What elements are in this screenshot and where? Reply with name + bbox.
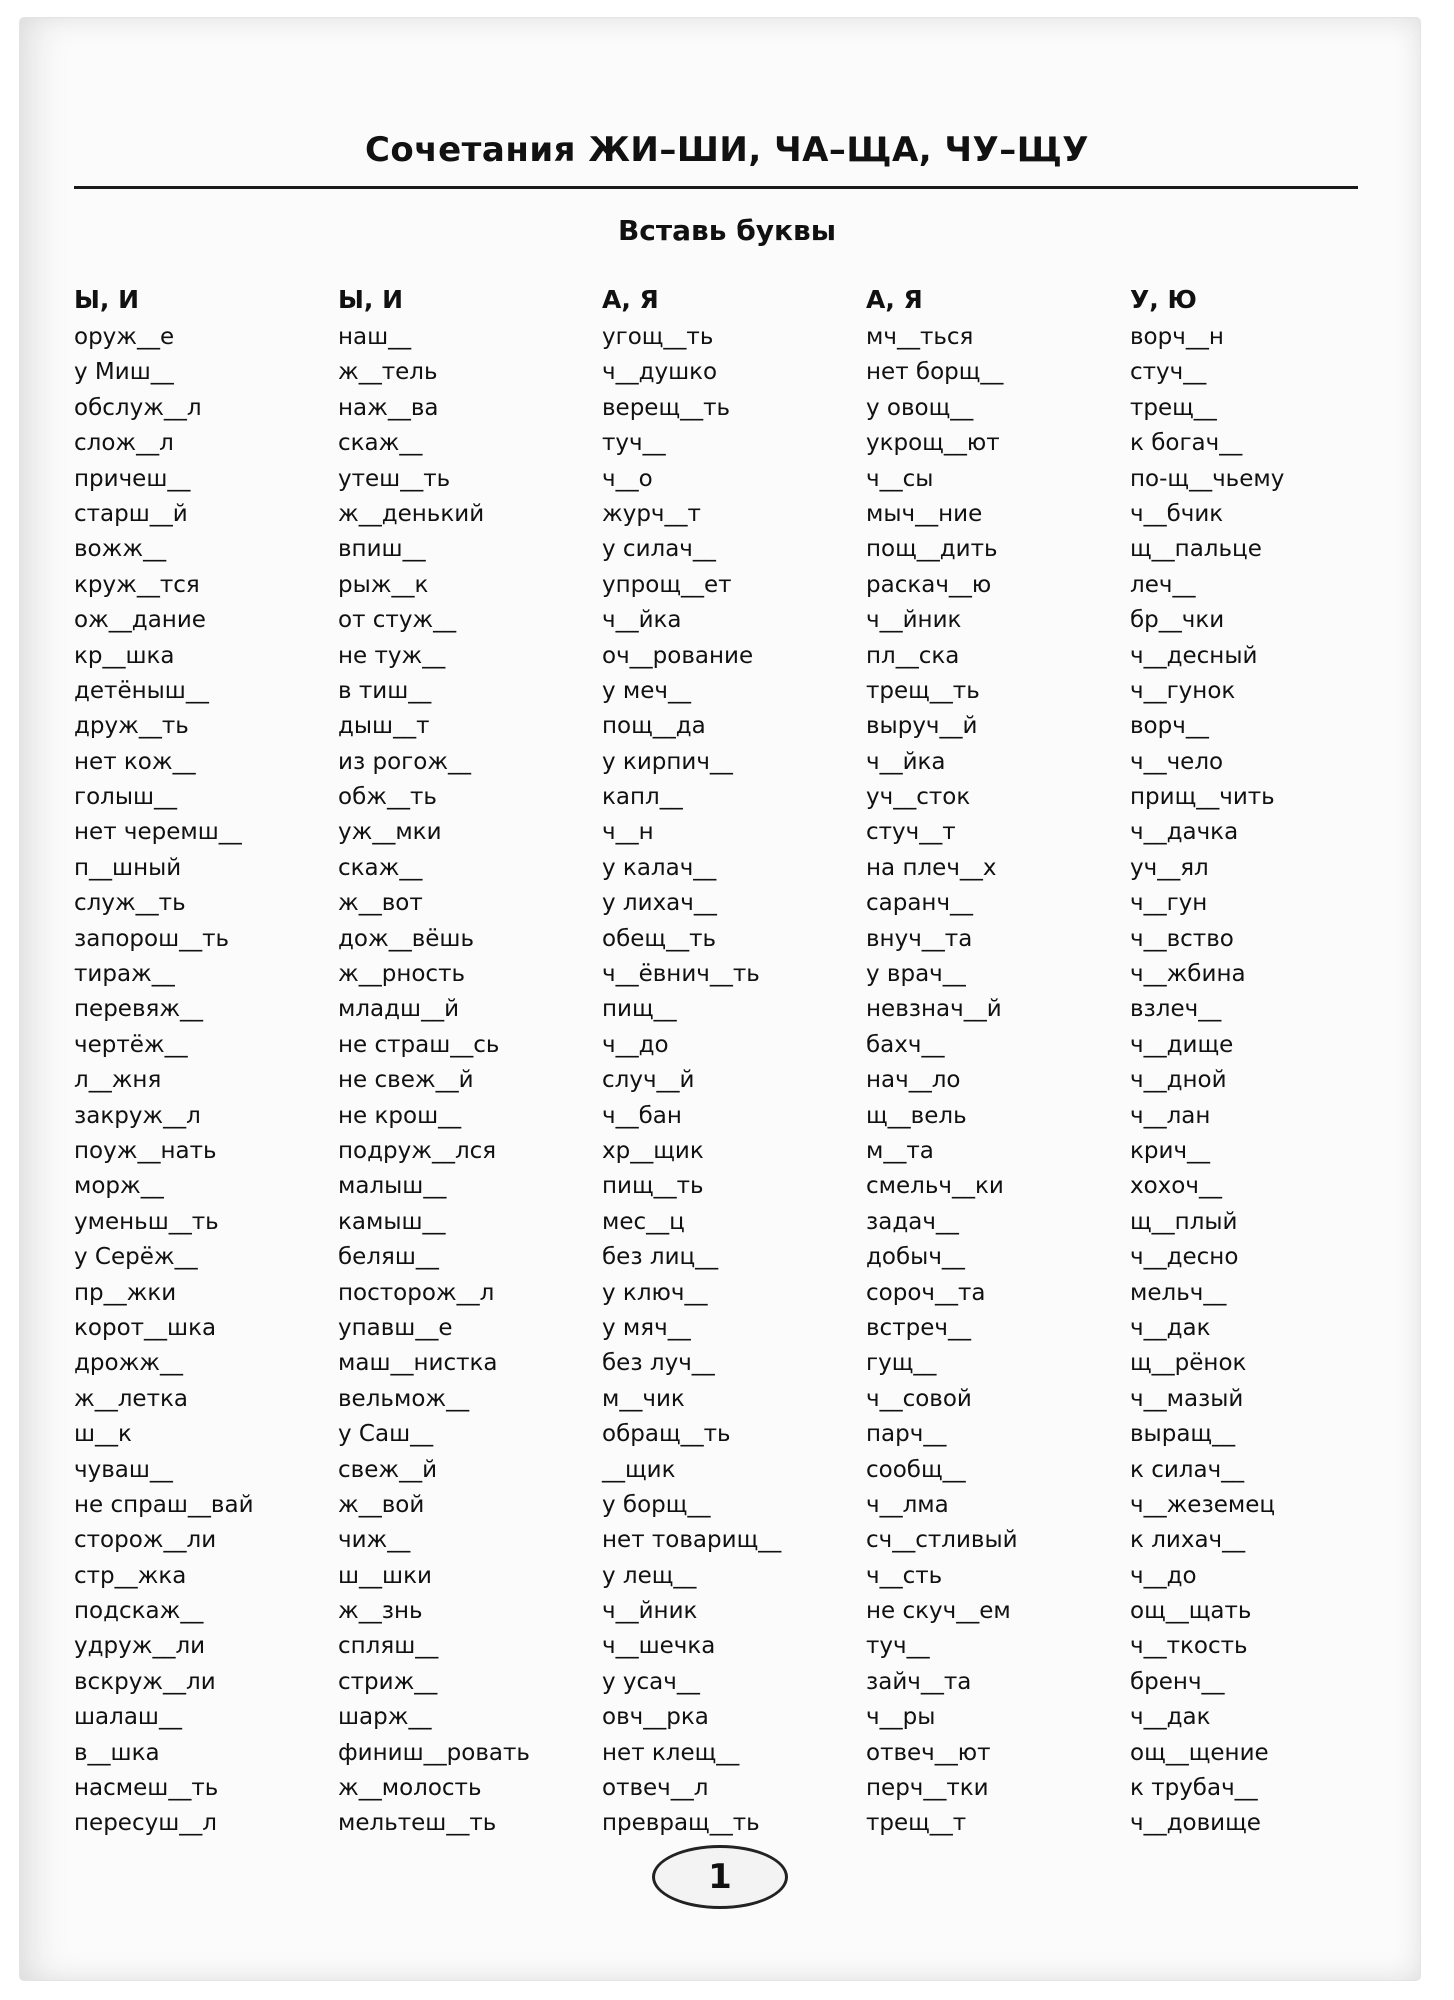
- word-item: не спраш__вай: [74, 1491, 254, 1518]
- word-item: впиш__: [338, 536, 426, 563]
- word-item: мыч__ние: [866, 500, 983, 527]
- word-item: не скуч__ем: [866, 1598, 1011, 1625]
- word-item: ч__мазый: [1130, 1385, 1244, 1412]
- word-item: выруч__й: [866, 713, 978, 740]
- word-item: ощ__щать: [1130, 1598, 1252, 1625]
- word-item: ч__сть: [866, 1562, 943, 1589]
- word-item: поуж__нать: [74, 1137, 217, 1164]
- word-item: служ__ть: [74, 890, 186, 917]
- word-item: внуч__та: [866, 925, 973, 952]
- word-item: тираж__: [74, 961, 175, 988]
- word-item: ч__дной: [1130, 1067, 1227, 1094]
- word-item: ж__денький: [338, 500, 485, 527]
- word-item: нет кож__: [74, 748, 196, 775]
- word-item: ч__бчик: [1130, 500, 1224, 527]
- word-item: к силач__: [1130, 1456, 1245, 1483]
- word-item: пищ__ть: [602, 1173, 704, 1200]
- column-heading: А, Я: [602, 285, 659, 314]
- word-item: ч__до: [602, 1031, 669, 1058]
- word-item: ч__вство: [1130, 925, 1234, 952]
- word-item: не страш__сь: [338, 1031, 500, 1058]
- word-item: трещ__: [1130, 394, 1217, 421]
- word-item: м__та: [866, 1137, 934, 1164]
- word-item: __щик: [602, 1456, 676, 1483]
- word-item: нет борщ__: [866, 359, 1004, 386]
- word-item: ж__рность: [338, 961, 466, 988]
- word-item: скаж__: [338, 854, 423, 881]
- word-item: туч__: [602, 430, 666, 457]
- word-item: чертёж__: [74, 1031, 188, 1058]
- word-item: не свеж__й: [338, 1067, 474, 1094]
- word-item: у силач__: [602, 536, 716, 563]
- word-item: невзнач__й: [866, 996, 1002, 1023]
- word-item: камыш__: [338, 1208, 446, 1235]
- column-heading: А, Я: [866, 285, 923, 314]
- word-item: мч__ться: [866, 324, 974, 350]
- word-item: ч__сы: [866, 465, 934, 492]
- word-item: нет черемш__: [74, 819, 242, 846]
- word-item: ч__ткость: [1130, 1633, 1248, 1660]
- word-item: овч__рка: [602, 1704, 709, 1731]
- word-item: нет клещ__: [602, 1739, 740, 1766]
- word-item: у Саш__: [338, 1421, 434, 1448]
- word-item: пощ__да: [602, 713, 706, 740]
- word-item: чуваш__: [74, 1456, 173, 1483]
- word-item: ч__довище: [1130, 1810, 1261, 1837]
- word-item: сообщ__: [866, 1456, 966, 1483]
- word-item: п__шный: [74, 854, 182, 881]
- word-item: у лещ__: [602, 1562, 697, 1589]
- word-item: утеш__ть: [338, 465, 451, 492]
- word-item: запорош__ть: [74, 925, 230, 952]
- word-item: у лихач__: [602, 890, 717, 917]
- word-list: [866, 320, 1116, 1842]
- word-column-2: [338, 280, 588, 1842]
- word-item: посторож__л: [338, 1279, 495, 1306]
- word-item: щ__рёнок: [1130, 1350, 1247, 1377]
- word-item: бр__чки: [1130, 607, 1225, 634]
- word-item: кр__шка: [74, 642, 175, 669]
- word-item: хр__щик: [602, 1137, 704, 1164]
- word-item: сч__стливый: [866, 1527, 1018, 1554]
- word-item: нет товарищ__: [602, 1527, 782, 1554]
- word-column-3: [602, 280, 852, 1842]
- word-item: ч__дище: [1130, 1031, 1234, 1058]
- word-item: саранч__: [866, 890, 974, 917]
- word-item: закруж__л: [74, 1102, 201, 1129]
- word-item: угощ__ть: [602, 324, 714, 350]
- word-item: взлеч__: [1130, 996, 1222, 1023]
- word-item: у врач__: [866, 961, 966, 988]
- word-item: бренч__: [1130, 1668, 1225, 1695]
- word-item: туч__: [866, 1633, 930, 1660]
- word-item: хохоч__: [1130, 1173, 1222, 1200]
- word-item: пр__жки: [74, 1279, 177, 1306]
- word-item: м__чик: [602, 1385, 685, 1412]
- word-item: зайч__та: [866, 1668, 972, 1695]
- word-item: леч__: [1130, 571, 1196, 598]
- word-item: ж__знь: [338, 1598, 423, 1625]
- word-item: трещ__т: [866, 1810, 967, 1837]
- column-heading: У, Ю: [1130, 285, 1197, 314]
- word-item: свеж__й: [338, 1456, 438, 1483]
- word-item: на плеч__х: [866, 854, 997, 881]
- word-item: сторож__ли: [74, 1527, 217, 1554]
- word-item: финиш__ровать: [338, 1739, 530, 1766]
- word-item: ощ__щение: [1130, 1739, 1269, 1766]
- word-columns: [74, 280, 1374, 1850]
- column-heading: Ы, И: [338, 285, 404, 314]
- word-item: чиж__: [338, 1527, 411, 1554]
- word-item: ч__н: [602, 819, 654, 846]
- word-item: крич__: [1130, 1137, 1211, 1164]
- word-item: ж__вот: [338, 890, 423, 917]
- word-item: ж__летка: [74, 1385, 188, 1412]
- word-item: добыч__: [866, 1244, 965, 1271]
- page-number-badge: 1: [652, 1845, 788, 1909]
- word-item: щ__вель: [866, 1102, 967, 1129]
- word-item: мельч__: [1130, 1279, 1227, 1306]
- word-item: слож__л: [74, 430, 174, 457]
- word-item: старш__й: [74, 500, 188, 527]
- word-item: у Серёж__: [74, 1244, 198, 1271]
- word-item: ч__шечка: [602, 1633, 716, 1660]
- word-item: ч__ры: [866, 1704, 936, 1731]
- word-item: ч__дачка: [1130, 819, 1239, 846]
- word-item: ш__шки: [338, 1562, 432, 1589]
- page-title: Сочетания ЖИ–ШИ, ЧА–ЩА, ЧУ–ЩУ: [364, 130, 1090, 170]
- word-item: упавш__е: [338, 1314, 453, 1341]
- word-item: ч__бан: [602, 1102, 682, 1129]
- word-item: бахч__: [866, 1031, 945, 1058]
- word-item: стуч__т: [866, 819, 956, 846]
- word-item: ч__гун: [1130, 890, 1208, 917]
- exercise-instruction: Вставь буквы: [617, 214, 837, 247]
- word-item: шарж__: [338, 1704, 432, 1731]
- word-item: ч__йник: [866, 607, 962, 634]
- word-item: у меч__: [602, 677, 692, 704]
- word-item: ворч__: [1130, 713, 1209, 740]
- word-item: сороч__та: [866, 1279, 986, 1306]
- word-item: ч__ёвнич__ть: [602, 961, 760, 988]
- word-item: вельмож__: [338, 1385, 470, 1412]
- word-item: ч__гунок: [1130, 677, 1236, 704]
- word-item: ч__жеземец: [1130, 1491, 1275, 1518]
- word-item: ч__дак: [1130, 1314, 1211, 1341]
- word-item: пощ__дить: [866, 536, 998, 563]
- word-item: к лихач__: [1130, 1527, 1246, 1554]
- column-heading: Ы, И: [74, 285, 140, 314]
- word-item: младш__й: [338, 996, 460, 1023]
- word-item: без лиц__: [602, 1244, 719, 1271]
- word-column-5: [1130, 280, 1380, 1842]
- word-item: ч__дак: [1130, 1704, 1211, 1731]
- word-item: не крош__: [338, 1102, 462, 1129]
- word-item: верещ__ть: [602, 394, 731, 421]
- word-item: подскаж__: [74, 1598, 204, 1625]
- word-item: рыж__к: [338, 571, 429, 598]
- word-column-4: [866, 280, 1116, 1842]
- word-item: перевяж__: [74, 996, 204, 1023]
- word-item: у овощ__: [866, 394, 974, 421]
- word-item: щ__пальце: [1130, 536, 1262, 563]
- word-item: причеш__: [74, 465, 191, 492]
- word-item: уч__сток: [866, 784, 971, 811]
- word-item: вожж__: [74, 536, 167, 563]
- word-item: ж__вой: [338, 1491, 425, 1518]
- word-item: наж__ва: [338, 394, 439, 421]
- word-item: ж__тель: [338, 359, 438, 386]
- word-item: у калач__: [602, 854, 717, 881]
- word-item: у мяч__: [602, 1314, 691, 1341]
- word-item: маш__нистка: [338, 1350, 498, 1377]
- word-item: малыш__: [338, 1173, 447, 1200]
- word-item: обж__ть: [338, 784, 437, 811]
- word-item: укрощ__ют: [866, 430, 1000, 457]
- word-item: к трубач__: [1130, 1775, 1258, 1802]
- word-item: дыш__т: [338, 713, 430, 740]
- word-item: скаж__: [338, 430, 423, 457]
- word-item: насмеш__ть: [74, 1775, 219, 1802]
- word-item: обращ__ть: [602, 1421, 731, 1448]
- word-item: стриж__: [338, 1668, 438, 1695]
- word-item: ч__йка: [866, 748, 946, 775]
- word-item: капл__: [602, 784, 683, 811]
- word-item: перч__тки: [866, 1775, 989, 1802]
- word-item: стр__жка: [74, 1562, 187, 1589]
- word-item: выращ__: [1130, 1421, 1236, 1448]
- word-item: у усач__: [602, 1668, 700, 1695]
- word-item: отвеч__л: [602, 1775, 709, 1802]
- word-item: обслуж__л: [74, 394, 202, 421]
- word-list: [602, 320, 852, 1842]
- word-item: от стуж__: [338, 607, 457, 634]
- word-item: щ__плый: [1130, 1208, 1238, 1235]
- word-item: в__шка: [74, 1739, 160, 1766]
- word-item: спляш__: [338, 1633, 439, 1660]
- word-item: мес__ц: [602, 1208, 685, 1235]
- word-item: уж__мки: [338, 819, 442, 846]
- word-list: [1130, 320, 1380, 1842]
- word-item: ч__о: [602, 465, 653, 492]
- word-item: ч__жбина: [1130, 961, 1246, 988]
- word-item: наш__: [338, 324, 412, 350]
- word-item: ч__лан: [1130, 1102, 1211, 1129]
- word-item: ворч__н: [1130, 324, 1224, 350]
- word-item: круж__тся: [74, 571, 200, 598]
- word-item: дрожж__: [74, 1350, 184, 1377]
- word-item: вскруж__ли: [74, 1668, 216, 1695]
- word-item: л__жня: [74, 1067, 162, 1094]
- word-item: стуч__: [1130, 359, 1207, 386]
- word-item: задач__: [866, 1208, 959, 1235]
- word-item: смельч__ки: [866, 1173, 1004, 1200]
- word-item: беляш__: [338, 1244, 439, 1271]
- word-item: шалаш__: [74, 1704, 182, 1731]
- word-item: у Миш__: [74, 359, 174, 386]
- word-item: оруж__е: [74, 324, 175, 350]
- word-item: нач__ло: [866, 1067, 961, 1094]
- word-item: у борщ__: [602, 1491, 711, 1518]
- word-item: корот__шка: [74, 1314, 217, 1341]
- word-item: отвеч__ют: [866, 1739, 991, 1766]
- word-item: прищ__чить: [1130, 784, 1275, 811]
- word-item: уменьш__ть: [74, 1208, 219, 1235]
- word-column-1: [74, 280, 324, 1842]
- word-item: ч__десный: [1130, 642, 1258, 669]
- word-item: ш__к: [74, 1421, 132, 1448]
- word-item: ч__лма: [866, 1491, 949, 1518]
- word-item: ч__душко: [602, 359, 718, 386]
- word-item: встреч__: [866, 1314, 971, 1341]
- word-item: упрощ__ет: [602, 571, 732, 598]
- word-item: ож__дание: [74, 607, 206, 634]
- word-item: друж__ть: [74, 713, 189, 740]
- word-item: не туж__: [338, 642, 446, 669]
- word-item: голыш__: [74, 784, 178, 811]
- word-item: раскач__ю: [866, 571, 992, 598]
- word-item: пл__ска: [866, 642, 960, 669]
- word-item: морж__: [74, 1173, 164, 1200]
- word-item: к богач__: [1130, 430, 1243, 457]
- word-item: подруж__лся: [338, 1137, 497, 1164]
- word-list: [74, 320, 324, 1842]
- word-item: случ__й: [602, 1067, 695, 1094]
- word-item: трещ__ть: [866, 677, 980, 704]
- word-item: дож__вёшь: [338, 925, 475, 952]
- word-item: парч__: [866, 1421, 947, 1448]
- word-item: ч__йник: [602, 1598, 698, 1625]
- word-item: удруж__ли: [74, 1633, 206, 1660]
- word-item: ч__совой: [866, 1385, 972, 1412]
- word-item: ч__чело: [1130, 748, 1224, 775]
- word-item: превращ__ть: [602, 1810, 760, 1837]
- word-item: без луч__: [602, 1350, 715, 1377]
- word-item: ч__до: [1130, 1562, 1197, 1589]
- word-item: ч__йка: [602, 607, 682, 634]
- word-list: [338, 320, 588, 1842]
- word-item: в тиш__: [338, 677, 432, 704]
- word-item: ж__молость: [338, 1775, 482, 1802]
- word-item: у кирпич__: [602, 748, 733, 775]
- word-item: пищ__: [602, 996, 677, 1023]
- word-item: ч__десно: [1130, 1244, 1239, 1271]
- word-item: мельтеш__ть: [338, 1810, 497, 1837]
- word-item: журч__т: [602, 500, 701, 527]
- word-item: пересуш__л: [74, 1810, 217, 1837]
- title-divider: [74, 186, 1358, 189]
- word-item: из рогож__: [338, 748, 472, 775]
- word-item: уч__ял: [1130, 854, 1209, 881]
- word-item: обещ__ть: [602, 925, 717, 952]
- word-item: по-щ__чьему: [1130, 465, 1285, 492]
- word-item: у ключ__: [602, 1279, 708, 1306]
- word-item: гущ__: [866, 1350, 937, 1377]
- word-item: оч__рование: [602, 642, 754, 669]
- word-item: детёныш__: [74, 677, 209, 704]
